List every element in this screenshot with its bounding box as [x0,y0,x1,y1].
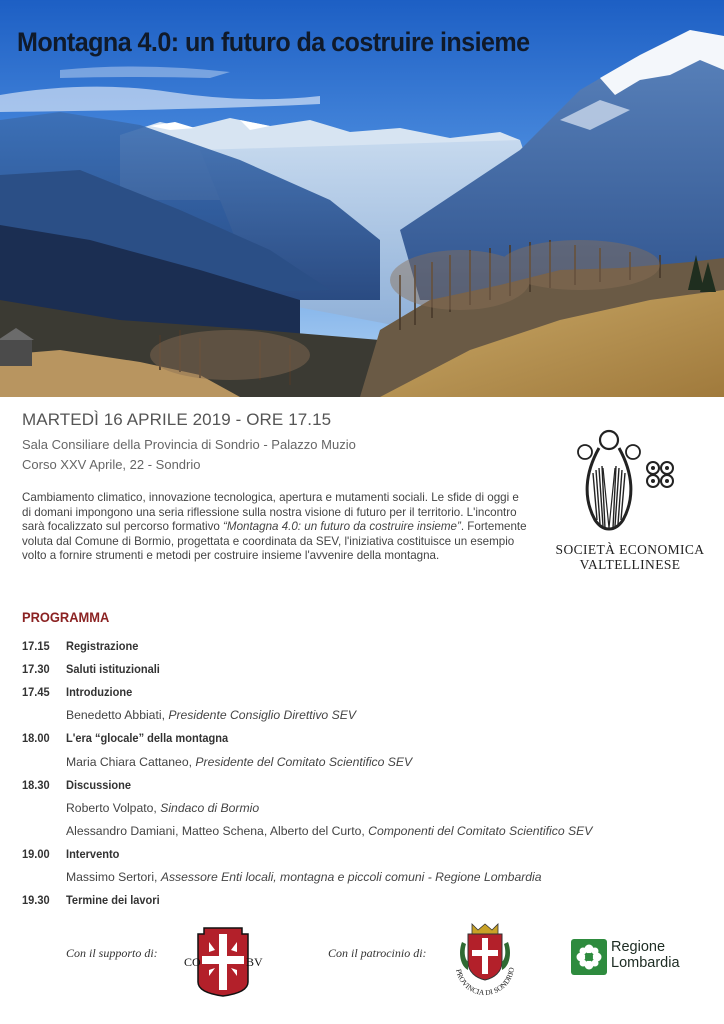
program-speaker [0,755,724,773]
cobv-left-text: CO [184,955,201,969]
speaker-role: Presidente del Comitato Scientifico SEV [195,754,413,769]
program-speaker [0,870,724,888]
speaker-line [66,755,412,769]
speaker-role: Assessore Enti locali, montagna e piccoli comuni - Regione Lombardia [160,870,542,884]
hero-banner [0,0,724,397]
event-address: Corso XXV Aprile, 22 - Sondrio [22,457,201,472]
program-time: 19.00 [22,846,50,861]
speaker-name: Alessandro Damiani, Matteo Schena, Alberto del Curto [66,823,362,838]
sev-name-line1: SOCIETÀ ECONOMICA [555,542,705,557]
program-time: 17.45 [22,685,50,700]
speaker-separator: , [188,754,196,769]
support-label: Con il supporto di: [66,946,158,960]
speaker-line [66,801,259,815]
provincia-logo-text: PROVINCIA DI SONDRIO [454,966,517,998]
region-line1: Regione [611,939,666,955]
speaker-name: Benedetto Abbiati [66,708,162,723]
program-time: 18.30 [22,777,50,792]
program-title: Registrazione [66,639,139,653]
program-heading: PROGRAMMA [22,609,110,625]
region-line2: Lombardia [611,954,680,971]
description-course-title: “Montagna 4.0: un futuro da costruire insieme” [223,520,461,534]
program-speaker [0,824,724,842]
speaker-name: Roberto Volpato [66,800,154,815]
mountain-landscape-image [0,0,724,397]
speaker-separator: , [361,823,369,838]
speaker-separator: , [161,708,169,723]
program-title: Saluti istituzionali [66,662,160,677]
event-date-time: MARTEDÌ 16 APRILE 2019 - ORE 17.15 [22,410,332,429]
provincia-logo [448,922,522,998]
provincia-crest-icon [448,922,522,998]
speaker-role: Presidente Consiglio Direttivo SEV [168,708,356,723]
event-description [22,491,527,564]
program-title: Discussione [66,777,132,792]
sev-name-line2: VALTELLINESE [579,557,681,572]
program-item [0,731,724,749]
program-title: Termine dei lavori [66,893,160,908]
program-speaker [0,801,724,819]
regione-lombardia-icon [571,939,607,975]
speaker-separator: , [154,870,161,884]
program-title: Intervento [66,846,120,861]
regione-lombardia-logo [571,937,701,977]
sev-emblem-icon [575,428,685,536]
description-text-1: Cambiamento climatico, innovazione tecnologica, apertura e mutamenti sociali. Le sfide di oggi e di domani impongono una seria riflessione sulla nostra visione di futuro per il territorio. L'incontro sarà focalizzato sul percorso formativo [22,491,519,534]
cobv-crest-icon [182,922,264,998]
program-time: 19.30 [22,893,50,908]
speaker-role: Componenti del Comitato Scientifico SEV [368,823,593,838]
speaker-line [66,824,592,838]
program-title: L'era “glocale” della montagna [66,731,229,746]
regione-lombardia-text [611,940,680,971]
speaker-separator: , [153,800,161,815]
cobv-right-text: BV [246,955,263,969]
program-time: 17.30 [22,662,50,677]
program-time: 17.15 [22,639,50,653]
speaker-line [66,870,542,884]
sev-logo [545,428,715,578]
patronage-label: Con il patrocinio di: [328,946,427,960]
program-item [0,893,724,911]
program-time: 18.00 [22,731,50,746]
sev-logo-text [545,542,715,572]
program-item [0,847,724,865]
program-item [0,639,724,657]
event-venue: Sala Consiliare della Provincia di Sondrio - Palazzo Muzio [22,437,356,452]
program-item [0,778,724,796]
program-title: Introduzione [66,685,133,700]
speaker-name: Maria Chiara Cattaneo [66,754,189,769]
program-item [0,685,724,703]
speaker-name: Massimo Sertori [66,870,155,884]
description-text-2: . Fortemente voluta dal Comune di Bormio, progettata e coordinata da SEV, l'iniziativa costituisce un esempio volto a fornire strumenti e metodi per costruire insieme l'avvenire della montagna. [22,520,527,563]
program-item [0,662,724,680]
cobv-logo [182,922,264,998]
page-title: Montagna 4.0: un futuro da costruire insieme [17,27,530,57]
program-speaker [0,708,724,726]
speaker-role: Sindaco di Bormio [160,800,260,815]
speaker-line [66,708,356,722]
